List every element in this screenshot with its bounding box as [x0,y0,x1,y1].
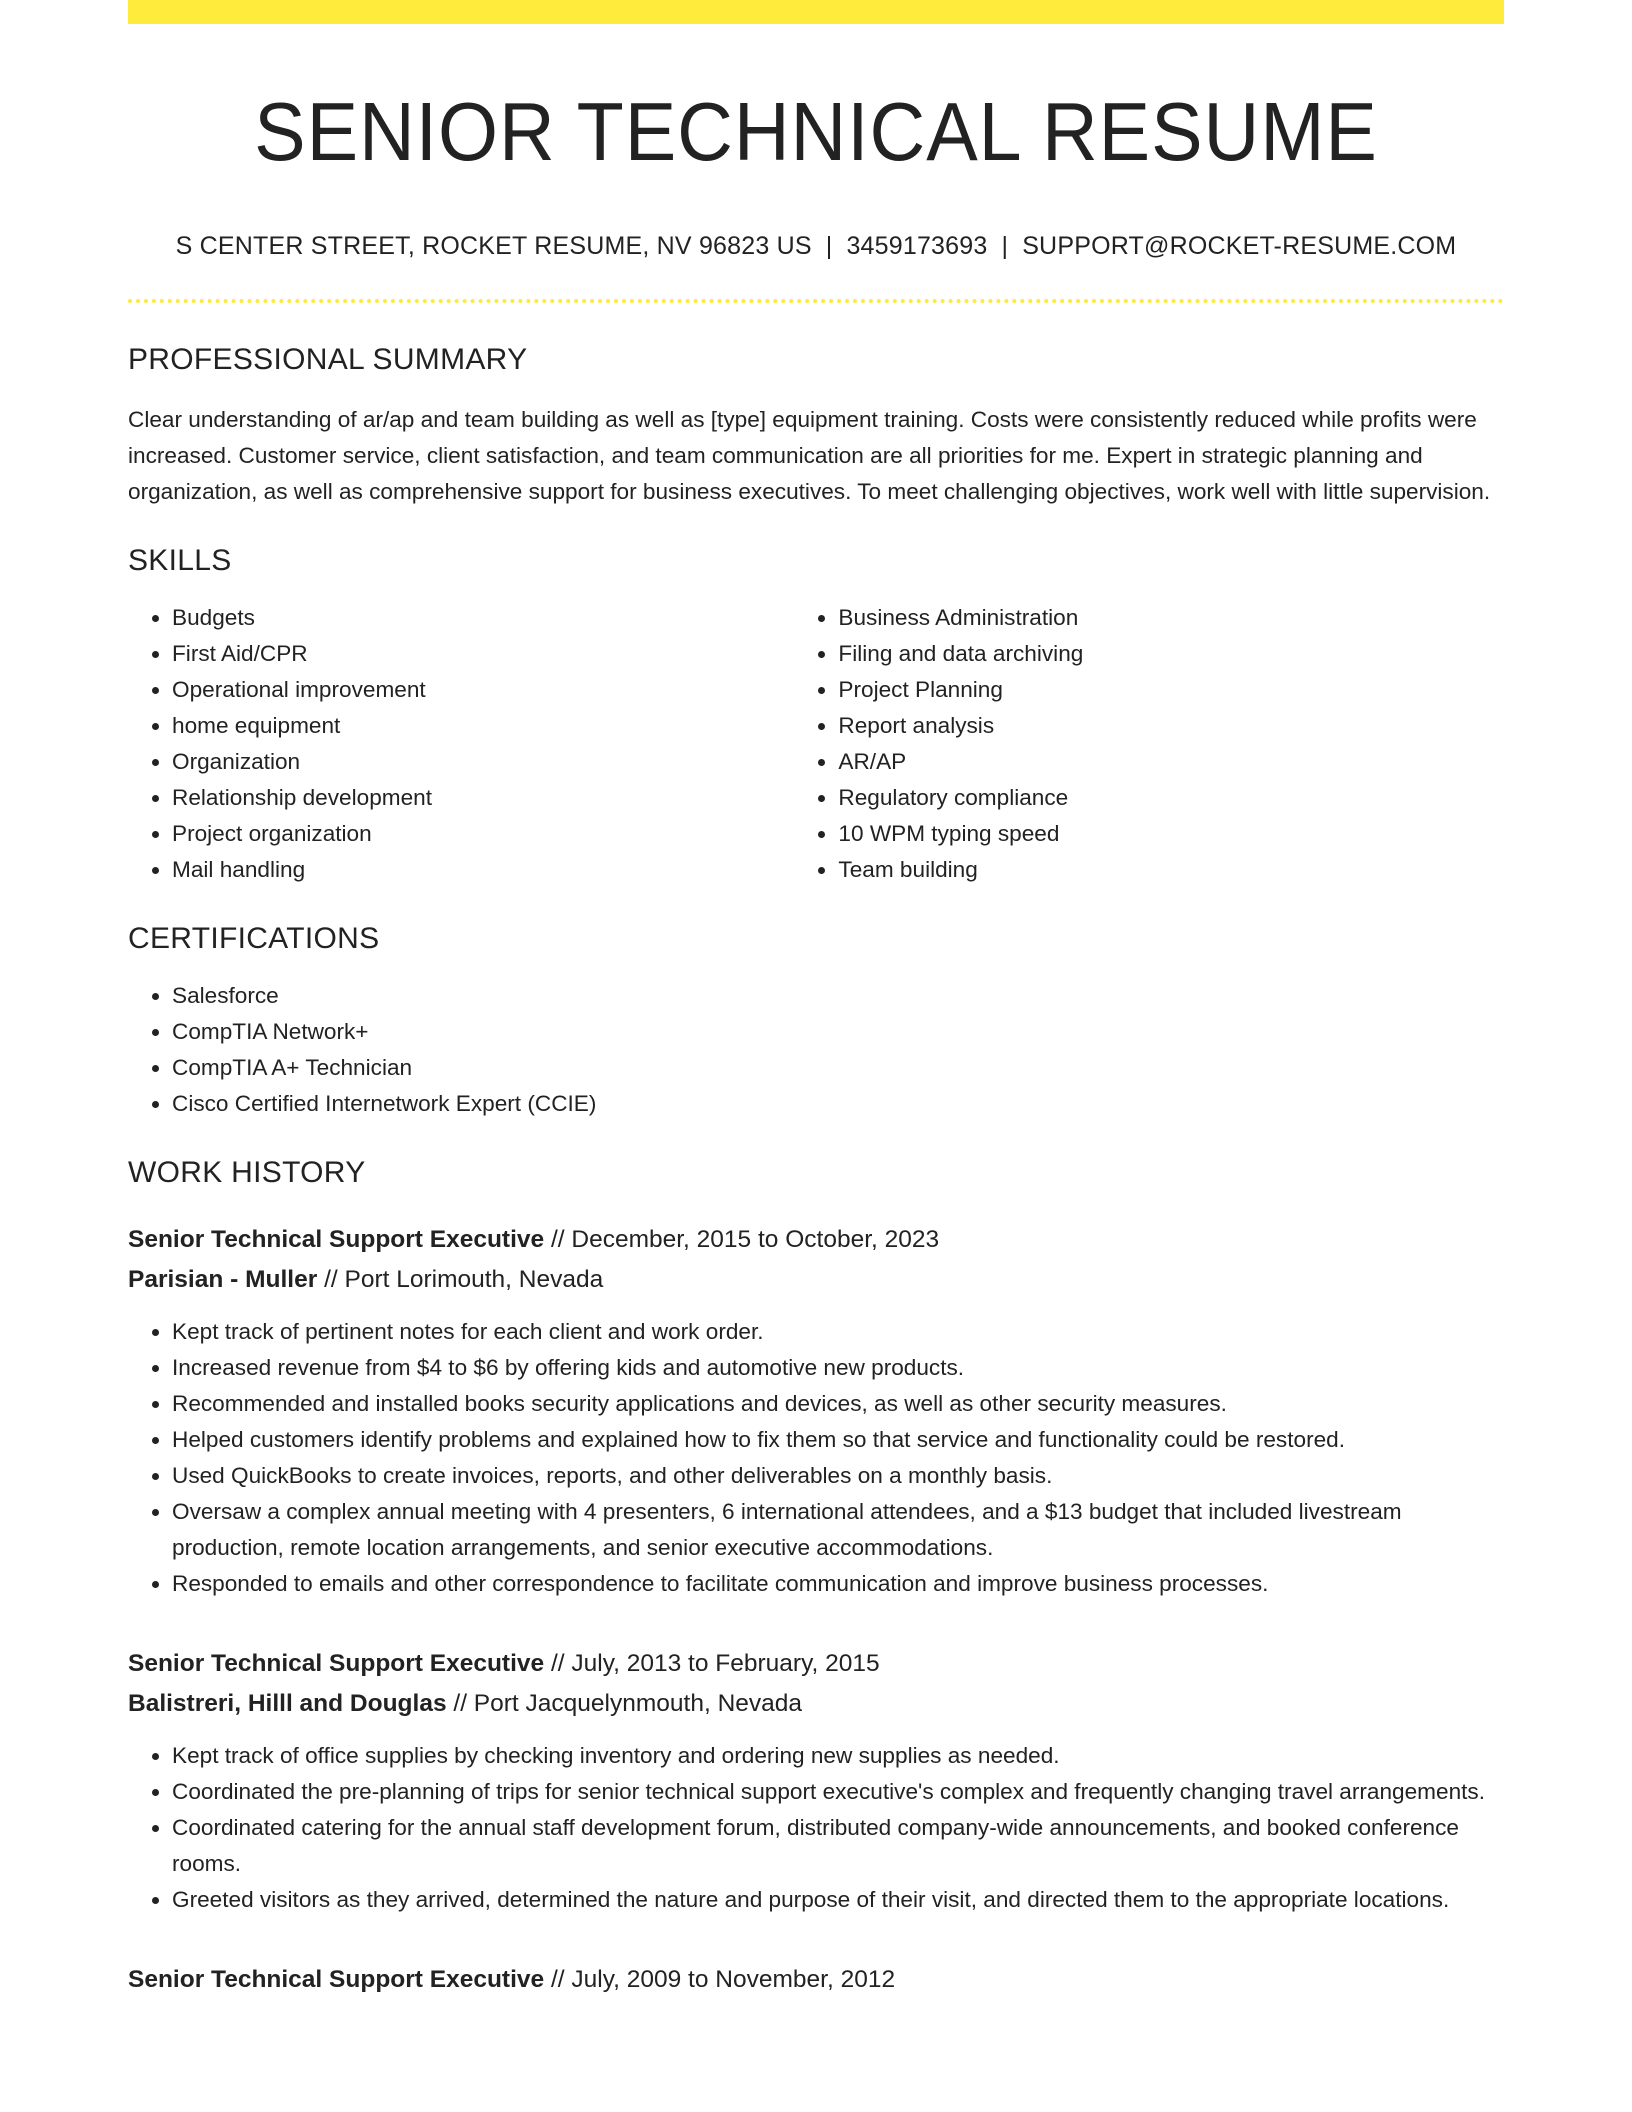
contact-line [128,232,1504,261]
certification-item: • Salesforce [172,978,1504,1014]
skill-item: • Report analysis [838,708,1504,744]
job-title-line [128,1220,1504,1260]
job-bullet: • Coordinated catering for the annual staff development forum, distributed company-wide announcements, and booked conference rooms. [172,1810,1504,1882]
certifications-section [128,922,1504,1122]
job-dates: // July, 2013 to February, 2015 [544,1649,880,1677]
resume-page [128,0,1504,2000]
address: S CENTER STREET, ROCKET RESUME, NV 96823 US [175,231,812,260]
skill-item: • Regulatory compliance [838,780,1504,816]
job-bullet: • Recommended and installed books security applications and devices, as well as other security measures. [172,1386,1504,1422]
job-title: Senior Technical Support Executive [128,1649,545,1677]
dotted-divider [128,299,1504,303]
job-company: Parisian - Muller [128,1265,318,1293]
job-title: Senior Technical Support Executive [128,1965,545,1993]
section-heading: WORK HISTORY [128,1155,366,1189]
job-bullets [128,1314,1504,1602]
job-location: // Port Lorimouth, Nevada [317,1265,604,1293]
section-heading: CERTIFICATIONS [128,921,380,955]
skill-item: • Mail handling [172,852,794,888]
skill-item: • 10 WPM typing speed [838,816,1504,852]
job-title: Senior Technical Support Executive [128,1225,545,1253]
work-history-section [128,1156,1504,2000]
separator: | [1001,231,1009,260]
section-heading: PROFESSIONAL SUMMARY [128,342,528,376]
job-entry [128,1644,1504,1918]
skill-item: • Business Administration [838,600,1504,636]
skill-item: • Filing and data archiving [838,636,1504,672]
job-bullet: • Increased revenue from $4 to $6 by offering kids and automotive new products. [172,1350,1504,1386]
job-bullet: • Greeted visitors as they arrived, determined the nature and purpose of their visit, and directed them to the appropriate locations. [172,1882,1504,1918]
job-bullet: • Coordinated the pre-planning of trips for senior technical support executive's complex and frequently changing travel arrangements. [172,1774,1504,1810]
skill-item: • Project organization [172,816,794,852]
job-bullet: • Kept track of pertinent notes for each client and work order. [172,1314,1504,1350]
job-company-line [128,1684,1504,1724]
skill-item: • Team building [838,852,1504,888]
certifications-list [128,978,1504,1122]
skill-item: • AR/AP [838,744,1504,780]
job-bullet: • Used QuickBooks to create invoices, reports, and other deliverables on a monthly basis. [172,1458,1504,1494]
job-bullet: • Helped customers identify problems and explained how to fix them so that service and functionality could be restored. [172,1422,1504,1458]
job-entry [128,1960,1504,2000]
job-company: Balistreri, Hilll and Douglas [128,1689,447,1717]
certification-item: • CompTIA A+ Technician [172,1050,1504,1086]
skill-item: • Operational improvement [172,672,794,708]
job-title-line [128,1644,1504,1684]
certification-item: • Cisco Certified Internetwork Expert (CCIE) [172,1086,1504,1122]
email: SUPPORT@ROCKET-RESUME.COM [1022,231,1457,260]
resume-title: SENIOR TECHNICAL RESUME [254,85,1378,178]
job-dates: // July, 2009 to November, 2012 [544,1965,896,1993]
skill-item: • Project Planning [838,672,1504,708]
skills-left-list [128,600,794,888]
skill-item: • home equipment [172,708,794,744]
job-bullet: • Responded to emails and other correspondence to facilitate communication and improve business processes. [172,1566,1504,1602]
accent-bar [128,0,1504,24]
job-location: // Port Jacquelynmouth, Nevada [446,1689,803,1717]
skills-section [128,544,1504,888]
skill-item: • Budgets [172,600,794,636]
section-heading: SKILLS [128,543,232,577]
skill-item: • Organization [172,744,794,780]
skill-item: • Relationship development [172,780,794,816]
job-title-line [128,1960,1504,2000]
summary-section [128,343,1504,510]
certification-item: • CompTIA Network+ [172,1014,1504,1050]
job-company-line [128,1260,1504,1300]
summary-text: Clear understanding of ar/ap and team building as well as [type] equipment training. Costs were consistently reduced while profits were increased. Customer service, client satisfaction, and team communication are all priorities for me. Expert in strategic planning and organization, as well as comprehensive support for business executives. To meet challenging objectives, work well with little supervision. [128,406,1491,504]
skills-right-list [794,600,1504,888]
job-bullet: • Kept track of office supplies by checking inventory and ordering new supplies as needed. [172,1738,1504,1774]
job-bullets [128,1738,1504,1918]
phone: 3459173693 [846,231,988,260]
skill-item: • First Aid/CPR [172,636,794,672]
job-dates: // December, 2015 to October, 2023 [544,1225,940,1253]
job-entry [128,1220,1504,1602]
separator: | [825,231,833,260]
job-bullet: • Oversaw a complex annual meeting with 4 presenters, 6 international attendees, and a $13 budget that included livestream production, remote location arrangements, and senior executive accommodations. [172,1494,1504,1566]
